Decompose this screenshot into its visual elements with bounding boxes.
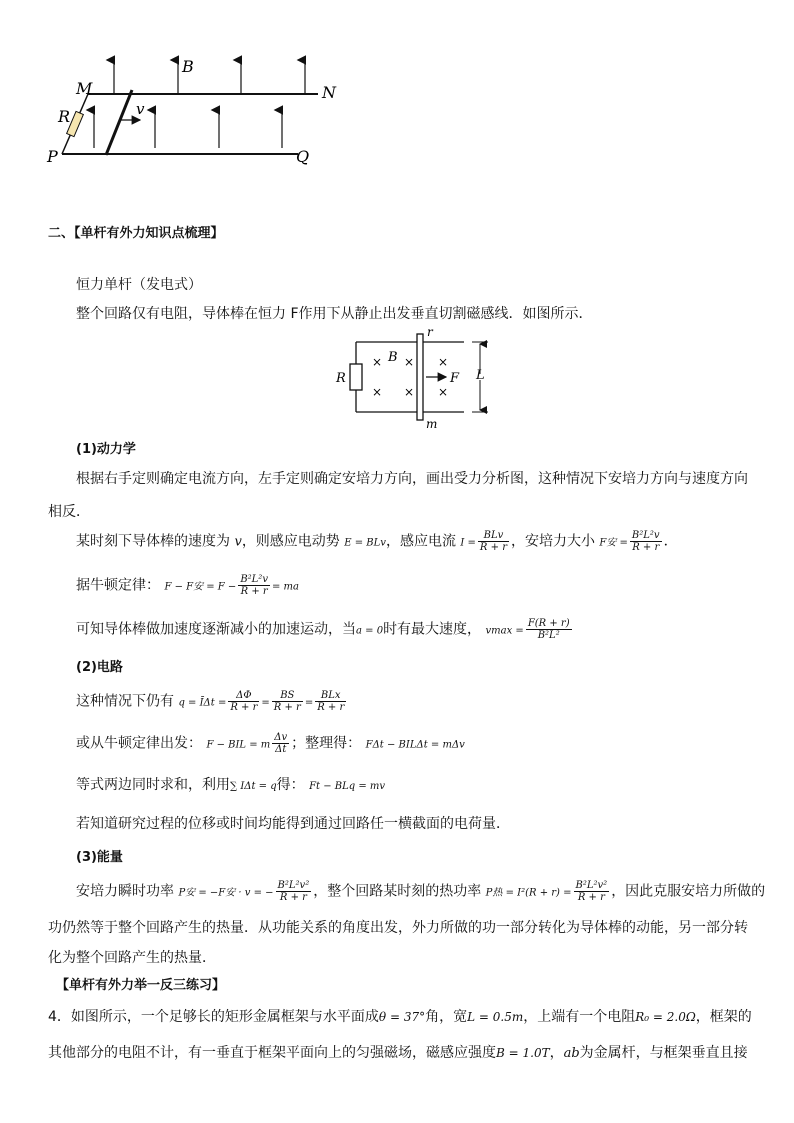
question-4-line2: 其他部分的电阻不计，有一垂直于框架平面向上的匀强磁场，磁感应强度B = 1.0T，ab为金属杆，与框架垂直且接	[48, 1045, 748, 1061]
question-4-line1: 4．如图所示，一个足够长的矩形金属框架与水平面成θ = 37°角，宽L = 0.5m，上端有一个电阻R₀ = 2.0Ω，框架的	[48, 1009, 752, 1025]
svg-text:×: ×	[372, 385, 383, 399]
svg-text:r: r	[427, 325, 433, 339]
svg-text:B: B	[388, 350, 398, 365]
heading-circuit: (2)电路	[76, 660, 123, 675]
svg-text:F: F	[450, 371, 460, 386]
dyn-para2: 某时刻下导体棒的速度为 v，则感应电动势 E = BLv，感应电流 I = $\frac{\text{BLv}}{R + r}$ ，安培力大小 F安 = $\frac{\text{B²L²v}}{R + r}$ ．	[76, 530, 678, 553]
svg-text:×: ×	[404, 355, 415, 369]
circ-para1: 这种情况下仍有 q = ĪΔt = $\frac{\Delta\Phi}{R + r}$ = $\frac{BS}{R + r}$ = $\frac{\text{BLx}}{R + r}$	[76, 690, 345, 713]
svg-text:×: ×	[438, 355, 449, 369]
svg-text:×: ×	[372, 355, 383, 369]
subtitle: 恒力单杆（发电式）	[76, 277, 202, 293]
conducting-rod	[106, 90, 132, 155]
svg-text:×: ×	[404, 385, 415, 399]
heading-energy: (3)能量	[76, 850, 123, 865]
label-N: N	[322, 83, 336, 102]
svg-text:×: ×	[438, 385, 449, 399]
circ-para3: 等式两边同时求和，利用∑ IΔt = q得： Ft − BLq = mv	[76, 777, 386, 793]
resistor-R2	[350, 364, 362, 390]
intro-text: 整个回路仅有电阻，导体棒在恒力 F作用下从静止出发垂直切割磁感线．如图所示．	[76, 306, 593, 322]
label-v: v	[136, 100, 145, 118]
dyn-para1-line1: 根据右手定则确定电流方向，左手定则确定安培力方向，画出受力分析图，这种情况下安培力方向与速度方向	[76, 471, 748, 487]
label-B: B	[182, 57, 194, 76]
label-L: L	[476, 368, 485, 383]
svg-text:m: m	[426, 417, 438, 430]
label-P: P	[47, 147, 58, 166]
energy-para3: 化为整个回路产生的热量．	[48, 950, 216, 966]
heading-dynamics: (1)动力学	[76, 442, 136, 457]
circ-para2: 或从牛顿定律出发： F − BIL = m $\frac{\Delta v}{\Delta t}$ ；整理得： FΔt − BILΔt = mΔv	[76, 732, 465, 755]
dyn-para4: 可知导体棒做加速度逐渐减小的加速运动，当a = 0时有最大速度， vmax = $\frac{F(R + r)}{\text{B²L²}}$	[76, 618, 570, 641]
label-M: M	[76, 79, 93, 98]
label-Q: Q	[296, 147, 310, 166]
rail-diagram-1	[40, 50, 360, 175]
circ-para4: 若知道研究过程的位移或时间均能得到通过回路任一横截面的电荷量．	[76, 816, 510, 832]
label-R: R	[58, 107, 71, 126]
energy-para1: 安培力瞬时功率 P安 = −F安 · v = − $\frac{\text{B²L²v²}}{R + r}$ ，整个回路某时刻的热功率 P热 = I²(R + r) = $\frac{\text{B²L²v²}}{R + r}$ ，因此克服安培力所做的	[76, 880, 766, 903]
dyn-para1-line2: 相反．	[48, 504, 90, 520]
dyn-para3: 据牛顿定律： F − F安 = F − $\frac{\text{B²L²v}}{R + r}$ = ma	[76, 574, 299, 597]
section-title: 二、【单杆有外力知识点梳理】	[48, 226, 224, 241]
energy-para2: 功仍然等于整个回路产生的热量．从功能关系的角度出发，外力所做的功一部分转化为导体棒的动能，另一部分转	[48, 920, 748, 936]
rod-m	[417, 334, 423, 420]
svg-text:R: R	[336, 371, 346, 386]
practice-title: 【单杆有外力举一反三练习】	[56, 978, 226, 993]
rail-diagram-2	[330, 324, 500, 430]
